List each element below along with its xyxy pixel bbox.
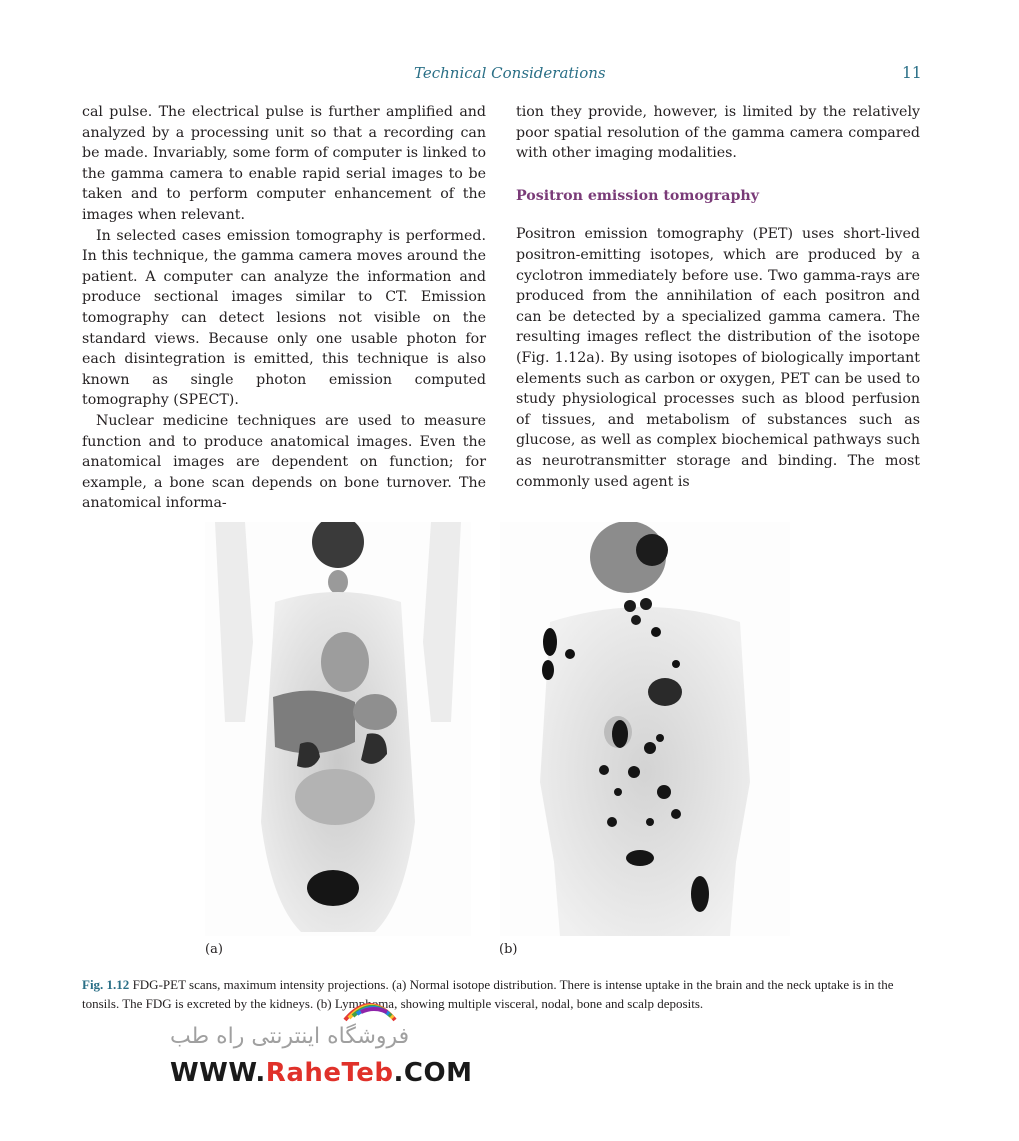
right-text-column [516,102,920,492]
page-number: 11 [902,64,922,82]
paragraph: cal pulse. The electrical pulse is further amplified and analyzed by a processing unit so that a recording can be made. Invariably, some form of computer is linked to the gamma camera to enable rapid serial images to be taken and to perform computer enhancement of the images when relevant. [82,104,486,223]
watermark-persian-text: فروشگاه اینترنتی راه طب [170,1024,410,1049]
section-heading: Positron emission tomography [516,187,759,204]
paragraph: Positron emission tomography (PET) uses short-lived positron-emitting isotopes, which are produced by a cyclotron immediately before use. Two gamma-rays are produced from the annihilation of each positron and can be detected by a specialized gamma camera. The resulting images reflect the distribution of the isotope (Fig. 1.12a). By using isotopes of biologically important elements such as carbon or oxygen, PET can be used to study physiological processes such as blood perfusion of tissues, and metabolism of substances such as glucose, as well as complex biochemical pathways such as neurotransmitter storage and binding. The most commonly used agent is [516,226,920,490]
panel-label-a: (a) [205,942,223,957]
figure-reference: Fig. 1.12 [82,977,130,992]
pet-scan-normal-image [205,522,471,936]
running-header-title: Technical Considerations [414,64,606,82]
paragraph: Nuclear medicine techniques are used to measure function and to produce anatomical images. Even the anatomical images are dependent on function; for example, a bone scan depends on bone turnover. The anatomical informa- [82,412,486,512]
watermark-url-accent: RaheTeb [265,1058,394,1088]
pet-scan-lymphoma-image [500,522,790,936]
pet-figure [0,522,1019,962]
paragraph: tion they provide, however, is limited by the relatively poor spatial resolution of the gamma camera compared with other imaging modalities. [516,104,920,162]
paragraph: In selected cases emission tomography is performed. In this technique, the gamma camera moves around the patient. A computer can analyze the information and produce sectional images similar to CT. Emission tomography can detect lesions not visible on the standard views. Because only one usable photon for each disintegration is emitted, this technique is also known as single photon emission computed tomography (SPECT). [82,227,486,409]
panel-label-b: (b) [499,942,518,957]
left-text-column [82,102,486,514]
watermark-url [170,1058,472,1088]
figure-caption-text: FDG-PET scans, maximum intensity projections. (a) Normal isotope distribution. There is intense uptake in the brain and the neck uptake is in the tonsils. The FDG is excreted by the kidneys. (b) Lymphoma, showing multiple visceral, nodal, bone and scalp deposits. [82,977,894,1011]
watermark-url-suffix: .COM [393,1058,473,1088]
watermark-url-prefix: WWW. [170,1058,266,1088]
